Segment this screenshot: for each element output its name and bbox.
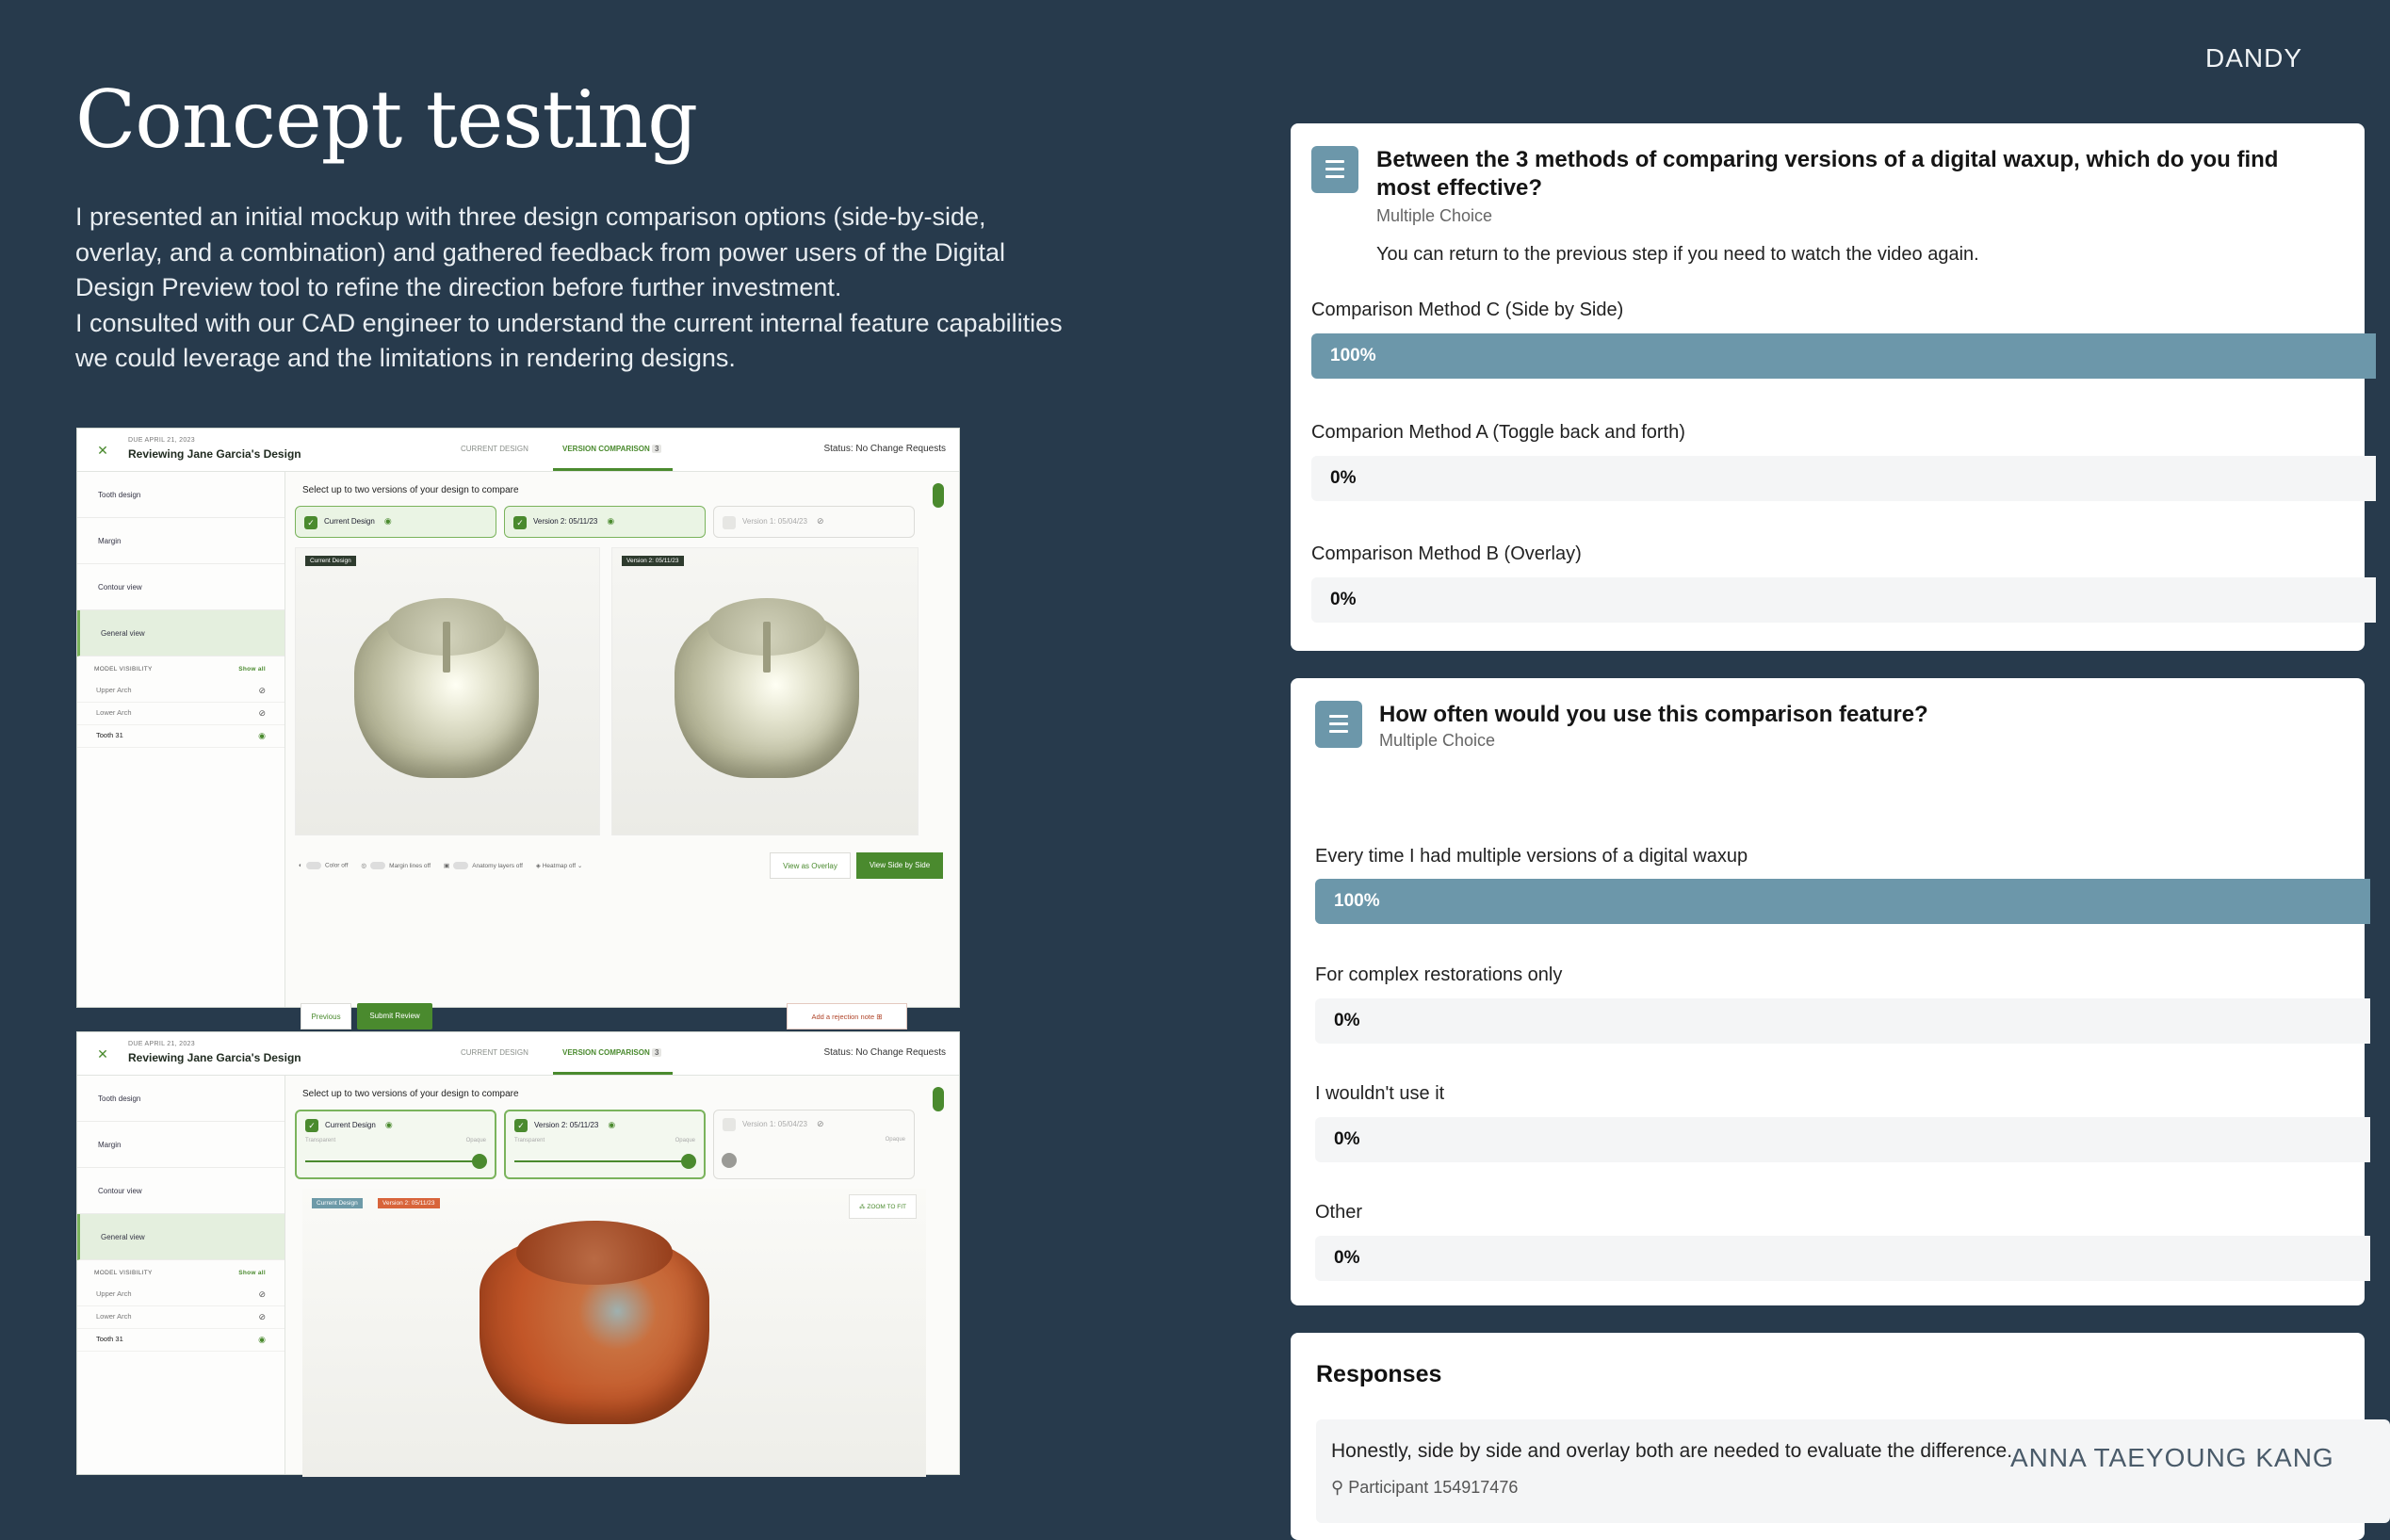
model-label: Lower Arch — [96, 1312, 132, 1321]
tab-version-comparison[interactable] — [562, 1048, 661, 1057]
version-label: Version 1: 05/04/23 — [742, 1120, 807, 1128]
user-icon: ⚲ — [1331, 1478, 1344, 1497]
viewer-pane-v2 — [611, 547, 919, 835]
toggle-label: Heatmap off — [542, 863, 577, 869]
checkbox-checked-icon: ✓ — [513, 516, 527, 529]
version-chip-v2[interactable] — [504, 1110, 706, 1179]
eye-off-icon[interactable]: ⊘ — [258, 1312, 266, 1321]
version-label: Version 2: 05/11/23 — [533, 517, 598, 526]
zoom-icon: ⁂ — [859, 1204, 866, 1210]
checkbox-checked-icon: ✓ — [304, 516, 317, 529]
eye-off-icon[interactable]: ⊘ — [258, 708, 266, 718]
question-note: You can return to the previous step if you need to watch the video again. — [1376, 244, 1979, 265]
model-row-upper-arch — [77, 680, 285, 703]
responses-heading: Responses — [1316, 1361, 1442, 1387]
participant-row — [1331, 1478, 1518, 1498]
intro-paragraph: I presented an initial mockup with three design comparison options (side-by-side, overlay, and a combination) and gathered feedback from power users of the Digital Design Preview tool to refine the direction before further investment. — [75, 203, 1006, 301]
opacity-slider-handle[interactable] — [681, 1154, 696, 1169]
add-icon: ⊞ — [876, 1013, 883, 1021]
responses-card — [1291, 1333, 2365, 1540]
eye-off-icon: ⊘ — [816, 1119, 824, 1128]
mockup-sidebar — [77, 472, 285, 1007]
option-label: I wouldn't use it — [1315, 1083, 1445, 1104]
eye-icon[interactable]: ◉ — [258, 1335, 266, 1344]
version-label: Current Design — [324, 517, 375, 526]
close-icon[interactable]: ✕ — [97, 1046, 108, 1062]
due-date: DUE APRIL 21, 2023 — [128, 437, 195, 444]
option-result-bar: 0% — [1311, 456, 2376, 501]
pane-label: Version 2: 05/11/23 — [622, 556, 684, 566]
version-label: Version 2: 05/11/23 — [534, 1121, 599, 1129]
show-all-link[interactable]: Show all — [238, 666, 266, 673]
brand-logo: DANDY — [2204, 43, 2302, 73]
author-watermark: ANNA TAEYOUNG KANG — [2010, 1443, 2334, 1472]
question-type: Multiple Choice — [1379, 731, 1496, 750]
pane-label-v2: Version 2: 05/11/23 — [378, 1198, 440, 1208]
tooth-model-image — [675, 608, 859, 778]
color-toggle[interactable]: ◐ Color off — [299, 862, 349, 869]
mockup-header — [77, 1032, 959, 1076]
opaque-label: Opaque — [885, 1137, 905, 1143]
option-result-bar: 0% — [1315, 1117, 2370, 1162]
reviewing-title: Reviewing Jane Garcia's Design — [128, 1051, 301, 1064]
toggle-switch — [306, 862, 321, 869]
tab-underline — [553, 468, 673, 471]
tab-current-design[interactable]: CURRENT DESIGN — [461, 445, 528, 453]
eye-off-icon: ⊘ — [816, 516, 824, 526]
toggle-switch — [370, 862, 385, 869]
sidebar-item-general-view[interactable]: General view — [77, 1214, 285, 1260]
version-chip-v1[interactable] — [713, 1110, 915, 1179]
margin-lines-toggle[interactable]: ◎ Margin lines off — [361, 862, 431, 869]
list-icon — [1315, 701, 1362, 748]
model-row-lower-arch — [77, 703, 285, 725]
scrollbar[interactable] — [933, 483, 944, 508]
model-row-tooth-31 — [77, 1329, 285, 1352]
tab-underline — [553, 1072, 673, 1075]
participant-id: Participant 154917476 — [1348, 1478, 1519, 1497]
overlay-viewer-pane — [302, 1189, 926, 1477]
model-visibility-label: MODEL VISIBILITY — [94, 1270, 153, 1276]
transparent-label: Transparent — [514, 1138, 545, 1143]
sidebar-item-contour-view[interactable]: Contour view — [77, 1168, 285, 1214]
checkbox-empty-icon — [723, 516, 736, 529]
select-prompt: Select up to two versions of your design to compare — [302, 485, 519, 495]
sidebar-item-tooth-design[interactable]: Tooth design — [77, 472, 285, 518]
viewer-pane-current — [295, 547, 600, 835]
model-row-tooth-31 — [77, 725, 285, 748]
tab-label: VERSION COMPARISON — [562, 445, 650, 453]
page-title: Concept testing — [75, 73, 697, 166]
sidebar-item-margin[interactable]: Margin — [77, 518, 285, 564]
opacity-slider-handle[interactable] — [472, 1154, 487, 1169]
model-visibility-label: MODEL VISIBILITY — [94, 666, 153, 673]
eye-icon: ◉ — [607, 516, 615, 526]
response-text: Honestly, side by side and overlay both are needed to evaluate the difference. — [1331, 1440, 2013, 1462]
tab-version-comparison[interactable] — [562, 445, 661, 453]
overlay-tooth-model-image — [480, 1236, 709, 1424]
toggle-label: Color off — [324, 862, 349, 869]
zoom-to-fit-button[interactable] — [849, 1194, 917, 1219]
eye-icon: ◉ — [384, 1120, 393, 1129]
mockup-sidebar — [77, 1076, 285, 1474]
tooth-model-image — [354, 608, 539, 778]
sidebar-item-margin[interactable]: Margin — [77, 1122, 285, 1168]
option-result-bar: 0% — [1315, 1236, 2370, 1281]
show-all-link[interactable]: Show all — [238, 1270, 266, 1276]
model-label: Lower Arch — [96, 708, 132, 717]
option-label: Comparion Method A (Toggle back and forth) — [1311, 422, 1685, 443]
checkbox-empty-icon — [723, 1118, 736, 1131]
submit-review-button[interactable]: Submit Review — [357, 1003, 432, 1029]
option-label: Comparison Method C (Side by Side) — [1311, 300, 1624, 320]
mockup-overlay — [76, 1031, 960, 1475]
option-label: Every time I had multiple versions of a digital waxup — [1315, 846, 1748, 867]
version-chip-current[interactable] — [295, 1110, 496, 1179]
option-result-bar: 0% — [1311, 577, 2376, 623]
list-icon — [1311, 146, 1358, 193]
opaque-label: Opaque — [465, 1138, 486, 1143]
survey-question-card-1 — [1291, 123, 2365, 651]
transparent-label: Transparent — [305, 1138, 336, 1143]
status-text: Status: No Change Requests — [823, 444, 946, 454]
opaque-label: Opaque — [675, 1138, 695, 1143]
model-visibility-header — [77, 657, 285, 680]
pane-label-current: Current Design — [312, 1198, 363, 1208]
survey-question-card-2 — [1291, 678, 2365, 1305]
toggle-label: Anatomy layers off — [472, 862, 523, 869]
mockup-main — [285, 1076, 959, 1474]
intro-text — [75, 200, 1074, 377]
model-label: Upper Arch — [96, 686, 132, 694]
opacity-slider-track[interactable] — [514, 1160, 692, 1162]
sidebar-item-general-view[interactable]: General view — [77, 610, 285, 657]
pane-label: Current Design — [305, 556, 356, 566]
eye-off-icon[interactable]: ⊘ — [258, 1289, 266, 1299]
eye-icon[interactable]: ◉ — [258, 731, 266, 740]
sidebar-item-tooth-design[interactable]: Tooth design — [77, 1076, 285, 1122]
model-label: Tooth 31 — [96, 731, 123, 739]
scrollbar[interactable] — [933, 1087, 944, 1111]
previous-button[interactable]: Previous — [301, 1003, 351, 1029]
version-chip-current[interactable] — [295, 506, 496, 538]
version-label: Version 1: 05/04/23 — [742, 517, 807, 526]
view-overlay-button[interactable]: View as Overlay — [770, 852, 851, 879]
mockup-main — [285, 472, 959, 1021]
intro-paragraph: I consulted with our CAD engineer to understand the current internal feature capabilities we could leverage and the limitations in rendering designs. — [75, 308, 1063, 372]
eye-icon: ◉ — [383, 516, 392, 526]
tab-count-badge: 3 — [652, 445, 661, 453]
button-label: Add a rejection note — [811, 1013, 875, 1021]
toggle-label: Margin lines off — [389, 862, 431, 869]
due-date: DUE APRIL 21, 2023 — [128, 1041, 195, 1047]
heatmap-dropdown[interactable]: ◈ Heatmap off ⌄ — [535, 863, 583, 869]
version-chip-v2[interactable] — [504, 506, 706, 538]
toggle-switch — [453, 862, 468, 869]
eye-icon: ◉ — [608, 1120, 616, 1129]
mockup-side-by-side — [76, 428, 960, 1021]
option-label: Comparison Method B (Overlay) — [1311, 543, 1582, 564]
option-label: For complex restorations only — [1315, 965, 1563, 985]
model-row-upper-arch — [77, 1284, 285, 1306]
opacity-slider-track[interactable] — [305, 1160, 483, 1162]
model-row-lower-arch — [77, 1306, 285, 1329]
close-icon[interactable]: ✕ — [97, 443, 108, 458]
tab-current-design[interactable]: CURRENT DESIGN — [461, 1048, 528, 1057]
reviewing-title: Reviewing Jane Garcia's Design — [128, 447, 301, 461]
version-chip-v1[interactable] — [713, 506, 915, 538]
view-side-by-side-button[interactable]: View Side by Side — [856, 852, 943, 879]
anatomy-layers-toggle[interactable]: ▣ Anatomy layers off — [444, 862, 523, 869]
option-result-bar: 100% — [1311, 333, 2376, 379]
status-text: Status: No Change Requests — [823, 1047, 946, 1058]
option-result-bar: 100% — [1315, 879, 2370, 924]
model-visibility-header — [77, 1260, 285, 1284]
tab-label: VERSION COMPARISON — [562, 1048, 650, 1057]
question-title: Between the 3 methods of comparing versions of a digital waxup, which do you find most effective? — [1376, 147, 2279, 201]
sidebar-item-contour-view[interactable]: Contour view — [77, 564, 285, 610]
zoom-label: ZOOM TO FIT — [867, 1204, 906, 1210]
checkbox-checked-icon: ✓ — [514, 1119, 528, 1132]
checkbox-checked-icon: ✓ — [305, 1119, 318, 1132]
question-type: Multiple Choice — [1376, 206, 1493, 225]
option-result-bar: 0% — [1315, 998, 2370, 1044]
version-label: Current Design — [325, 1121, 376, 1129]
eye-off-icon[interactable]: ⊘ — [258, 686, 266, 695]
tab-count-badge: 3 — [652, 1048, 661, 1057]
model-label: Upper Arch — [96, 1289, 132, 1298]
option-label: Other — [1315, 1202, 1363, 1223]
rejection-note-button[interactable] — [787, 1003, 907, 1029]
mockup-header — [77, 429, 959, 472]
select-prompt: Select up to two versions of your design to compare — [302, 1089, 519, 1099]
question-title: How often would you use this comparison feature? — [1379, 702, 1928, 727]
opacity-slider-handle[interactable] — [722, 1153, 737, 1168]
model-label: Tooth 31 — [96, 1335, 123, 1343]
